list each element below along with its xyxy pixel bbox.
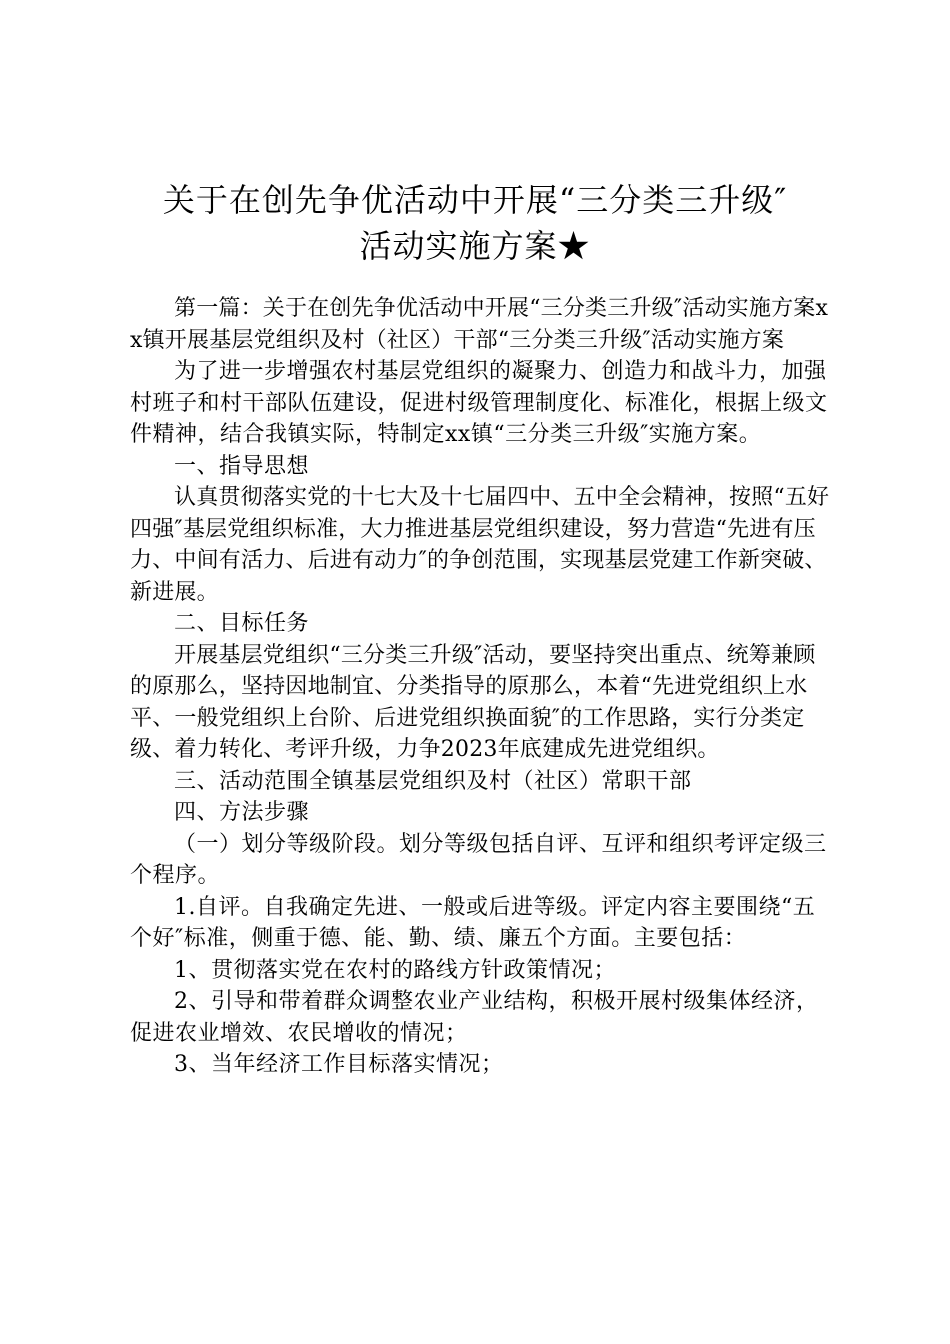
paragraph-guiding-thought: 认真贯彻落实党的十七大及十七届四中、五中全会精神，按照“五好四强″基层党组织标准，大力推进基层党组织建设，努力营造“先进有压力、中间有活力、后进有动力″的争创范围，实现基层党建工作新突破、新进展。	[130, 485, 830, 605]
paragraph-purpose: 为了进一步增强农村基层党组织的凝聚力、创造力和战斗力，加强村班子和村干部队伍建设，促进村级管理制度化、标准化，根据上级文件精神，结合我镇实际，特制定xx镇“三分类三升级″实施方案。	[130, 359, 828, 447]
paragraph-intro: 第一篇：关于在创先争优活动中开展“三分类三升级″活动实施方案xx镇开展基层党组织及村（社区）干部“三分类三升级″活动实施方案	[130, 296, 829, 353]
paragraph-grading-stage: （一）划分等级阶段。划分等级包括自评、互评和组织考评定级三个程序。	[130, 831, 827, 888]
section-heading-methods: 四、方法步骤	[174, 800, 310, 825]
list-item-2: 2、引导和带着群众调整农业产业结构，积极开展村级集体经济，促进农业增效、农民增收的情况；	[130, 989, 819, 1046]
document-title-line-2: 活动实施方案★	[359, 227, 591, 265]
paragraph-goals: 开展基层党组织“三分类三升级″活动，要坚持突出重点、统筹兼顾的原那么，坚持因地制宜、分类指导的原那么，本着“先进党组织上水平、一般党组织上台阶、后进党组织换面貌″的工作思路，实行分类定级、着力转化、考评升级，力争2023年底建成先进党组织。	[130, 642, 816, 762]
list-item-3: 3、当年经济工作目标落实情况；	[174, 1052, 504, 1077]
list-item-1: 1、贯彻落实党在农村的路线方针政策情况；	[174, 957, 616, 983]
section-heading-guiding-thought: 一、指导思想	[174, 453, 310, 479]
section-heading-scope: 三、活动范围全镇基层党组织及村（社区）常职干部	[174, 768, 692, 794]
paragraph-self-evaluation: 1.自评。自我确定先进、一般或后进等级。评定内容主要围绕“五个好″标准，侧重于德、能、勤、绩、廉五个方面。主要包括：	[130, 894, 816, 951]
document-title-line-1: 关于在创先争优活动中开展“三分类三升级″	[162, 181, 788, 219]
section-heading-goals: 二、目标任务	[174, 611, 310, 636]
document-body	[130, 293, 830, 1081]
